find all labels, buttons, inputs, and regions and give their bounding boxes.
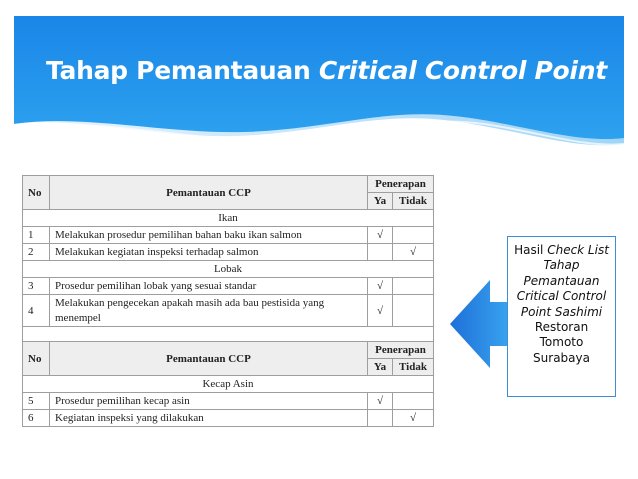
header-ya: Ya [368,193,393,210]
table-row [23,295,434,327]
header-tidak: Tidak [393,193,434,210]
row-ya: √ [368,295,393,327]
ccp-table-top [22,175,434,343]
section-label: Lobak [23,261,434,278]
table-row [23,244,434,261]
slide-header [14,16,624,164]
header-penerapan: Penerapan [368,176,434,193]
table-row [23,278,434,295]
row-tidak: √ [393,410,434,427]
row-item: Prosedur pemilihan lobak yang sesuai standar [50,278,368,295]
row-ya [368,244,393,261]
result-callout: Hasil Check List Tahap Pemantauan Critical Control Point Sashimi Restoran Tomoto Surabaya [507,236,616,397]
row-tidak [393,227,434,244]
header-wave-background [14,16,624,164]
row-item: Melakukan kegiatan inspeksi terhadap salmon [50,244,368,261]
row-no: 4 [23,295,50,327]
row-item: Kegiatan inspeksi yang dilakukan [50,410,368,427]
header-no: No [23,342,50,376]
left-arrow-icon [450,280,512,368]
row-no: 3 [23,278,50,295]
row-no: 1 [23,227,50,244]
ccp-table-bottom [22,341,434,427]
row-ya: √ [368,227,393,244]
row-tidak [393,278,434,295]
header-penerapan: Penerapan [368,342,434,359]
header-ya: Ya [368,359,393,376]
row-no: 2 [23,244,50,261]
row-ya [368,410,393,427]
section-label: Kecap Asin [23,376,434,393]
header-item: Pemantauan CCP [50,342,368,376]
header-item: Pemantauan CCP [50,176,368,210]
row-no: 5 [23,393,50,410]
table-row [23,393,434,410]
header-tidak: Tidak [393,359,434,376]
row-item: Melakukan pengecekan apakah masih ada bau pestisida yang menempel [50,295,368,327]
table-row [23,227,434,244]
row-tidak: √ [393,244,434,261]
header-no: No [23,176,50,210]
row-tidak [393,295,434,327]
row-ya: √ [368,393,393,410]
row-no: 6 [23,410,50,427]
row-ya: √ [368,278,393,295]
table-row [23,410,434,427]
slide-title: Tahap Pemantauan Critical Control Point [46,56,607,85]
row-tidak [393,393,434,410]
row-item: Prosedur pemilihan kecap asin [50,393,368,410]
row-item: Melakukan prosedur pemilihan bahan baku ikan salmon [50,227,368,244]
section-label: Ikan [23,210,434,227]
